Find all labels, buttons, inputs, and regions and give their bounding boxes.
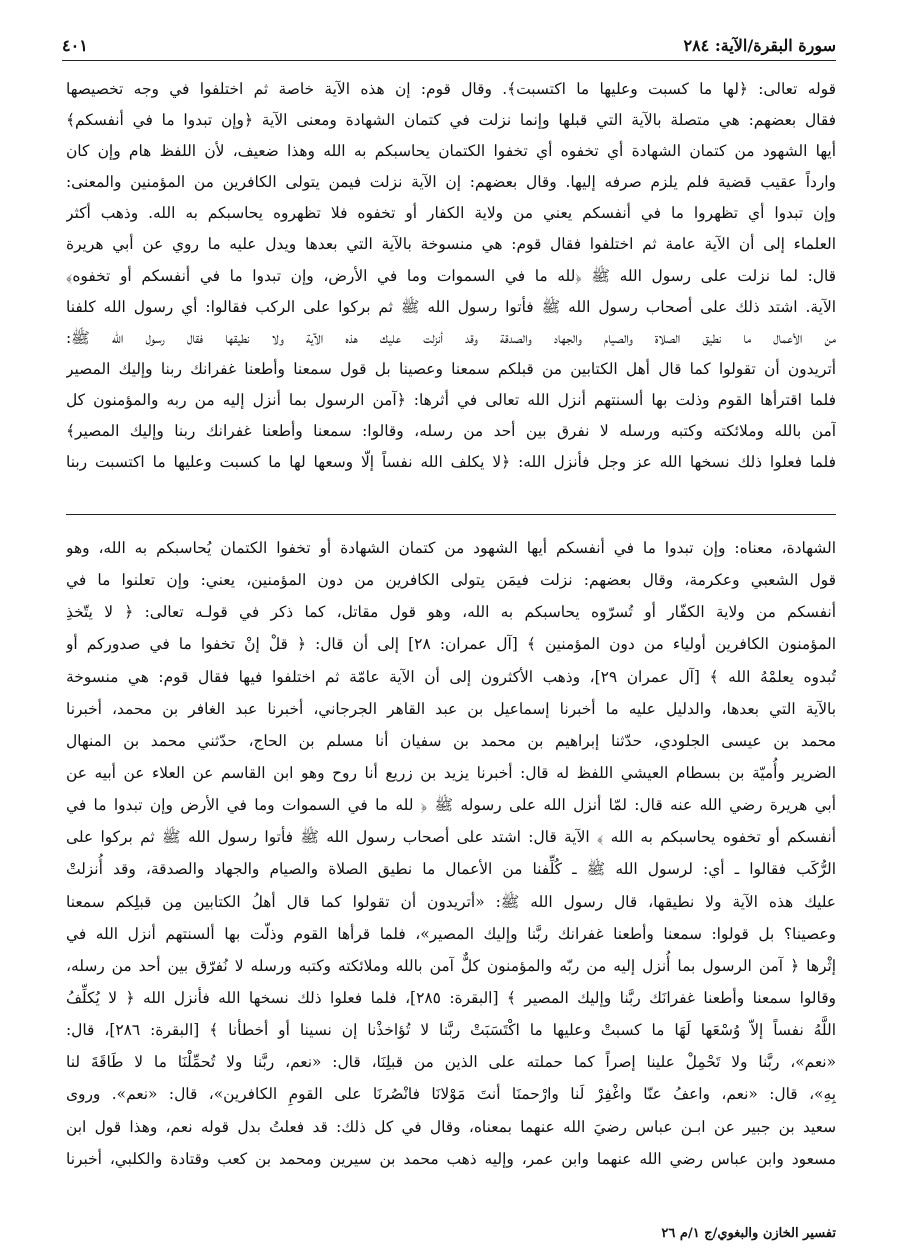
bottom-text-line: المؤمنون الكافرين أولياء من دون المؤمنين ﴾ [آل عمران: ٢٨] إلى أن قال: ﴿ قلْ إنْ تخفوا ما في صدوركم أو xyxy=(66,635,836,654)
bottom-text-line: إثْرها ﴿ آمن الرسول بما أُنزل إليه من ربّه والمؤمنون كلٌّ آمن بالله وملائكته وكتبه ورسله لا نُفرّق بين أحد من رسله، xyxy=(66,956,836,975)
bottom-text-line: أنفسكم أو تخفوه يحاسبكم به الله ﴾ الآية قال: اشتد على أصحاب رسول الله ﷺ فأتوا رسول الله ﷺ ثم بركوا على xyxy=(66,828,836,847)
bottom-text-line: محمد بن عيسى الجلودي، حدّثنا إبراهيم بن محمد بن سفيان أنا مسلم بن الحاج، حدّثني محمد بن المنهال xyxy=(66,731,836,750)
top-text-block xyxy=(66,74,836,478)
top-text-line: قوله تعالى: ﴿لها ما كسبت وعليها ما اكتسبت﴾. وقال قوم: إن هذه الآية خاصة ثم اختلفوا في وجه تخصيصها xyxy=(66,80,836,98)
bottom-text-line: وعصينا؟ بل قولوا: سمعنا وأطعنا غفرانك ربَّنا وإليك المصير»، فلما قرأها القوم وذلّت بها ألسنتهم أنزل الله في xyxy=(66,924,836,943)
bottom-text-line: وقالوا سمعنا وأطعنا غفرانَك ربَّنا وإليك المصير ﴾ [البقرة: ٢٨٥]، فلما فعلوا ذلك نسخها الله فأنزل الله ﴿ لا يُكلِّفُ xyxy=(66,988,836,1007)
bottom-text-line: بالآية التي بعدها، والدليل عليه ما أخبرنا إسماعيل بن عبد القاهر الجرجاني، أخبرنا عبد الغافر بن محمد، أخبرنا xyxy=(66,699,836,718)
top-text-line: فلما فعلوا ذلك نسخها الله عز وجل فأنزل الله: ﴿لا يكلف الله نفساً إلّا وسعها لها ما كسبت وعليها ما اكتسبت ربنا xyxy=(66,453,836,472)
bottom-text-line: اللَّهُ نفساً إلاّ وُسْعَها لَهَا ما كسبتْ وعليها ما اكْتَسَبَتْ ربَّنا لا تُؤاخذْنا إن نسينا أو أخطأنا ﴾ [البقرة: ٢٨٦]، قال: xyxy=(66,1021,836,1040)
bottom-text-line: تُبدوه يعلمْهُ الله ﴾ [آل عمران ٢٩]، وذهب الأكثرون إلى أن الآية عامّة ثم اختلفوا فيها فقال قوم: هي منسوخة xyxy=(66,667,836,686)
bottom-text-line: عليك هذه الآية ولا نطيقها، قال رسول الله ﷺ: «أتريدون أن تقولوا كما قال أهلُ الكتابين مِن قبلِكم سمعنا xyxy=(66,892,836,911)
bottom-text-line: بِهِ»، قال: «نعم، واعفُ عنّا واغْفِرْ لَنا وارْحمنَا أنتَ مَوْلانَا فانْصُرنَا على القومِ الكافرين»، قال: «نعم». وروى xyxy=(66,1085,836,1104)
top-text-line: فلما اقترأها القوم وذلت بها ألسنتهم أنزل الله تعالى في أثرها: ﴿آمن الرسول بما أنزل إليه من ربه والمؤمنون كل xyxy=(66,390,836,409)
bottom-text-line: قول الشعبي وعكرمة، وقال بعضهم: نزلت فيمَن يتولى الكافرين من دون المؤمنين، يعني: وإن تعلنوا ما في xyxy=(66,571,836,590)
top-text-line: أيها الشهود من كتمان الشهادة أي تخفوه أي تخفوا الكتمان يحاسبكم به الله وهذا ضعيف، لأن اللفظ هام وإن كان xyxy=(66,142,836,161)
bottom-text-line: أنفسكم من ولاية الكفّار أو تُسرّوه يحاسبكم به الله، وهو قول مقاتل، كما ذكر في قولـه تعالى: ﴿ لا يتّخذِ xyxy=(66,603,836,622)
top-text-line: فقال بعضهم: هي متصلة بالآية التي قبلها وإنما نزلت في كتمان الشهادة ومعنى الآية ﴿وإن تبدوا ما في أنفسكم﴾ xyxy=(66,111,836,130)
bottom-text-line: مسعود وابن عباس رضي الله عنهما وابن عمر، وإليه ذهب محمد بن سيرين ومحمد بن كعب وقتادة والكلبي، أخبرنا xyxy=(66,1149,836,1168)
bottom-text-line: «نعم»، ربَّنا ولا تَحْمِلْ علينا إصراً كما حملته على الذين من قبلِنَا، قال: «نعم، ربَّنا ولا تُحمِّلْنَا ما لا طَاقَةَ لنا xyxy=(66,1053,836,1072)
bottom-text-line: أبي هريرة رضي الله عنه قال: لمّا أنزل الله على رسوله ﷺ ﴿ لله ما في السموات وما في الأرض وإن تبدوا ما في xyxy=(66,796,836,815)
bottom-text-line: الضرير وأُميّة بن بسطام العيشي اللفظ له قال: أخبرنا يزيد بن زريع أنا روح وهو ابن القاسم عن العلاء عن أبيه عن xyxy=(66,763,836,782)
separator-rule xyxy=(66,514,836,515)
top-text-line: وإن تبدوا أي تظهروا ما في أنفسكم يعني من ولاية الكفار أو تخفوه فلا تظهروه يحاسبكم به الله. وذهب أكثر xyxy=(66,204,836,223)
top-text-line: الآية. اشتد ذلك على أصحاب رسول الله ﷺ فأتوا رسول الله ﷺ ثم بركوا على الركب فقالوا: أي رسول الله كلفنا xyxy=(66,297,836,316)
top-text-line: آمن بالله وملائكته وكتبه ورسله لا نفرق بين أحد من رسله، وقالوا: سمعنا وأطعنا غفرانك ربنا وإليك المصير﴾ xyxy=(66,422,836,441)
top-text-line: أتريدون أن تقولوا كما قال أهل الكتابين من قبلكم سمعنا وعصينا بل قول سمعنا وأطعنا غفرانك ربنا وإليك المصير xyxy=(66,359,836,378)
top-text-line: العلماء إلى أن الآية عامة ثم اختلفوا فقال قوم: هي منسوخة بالآية التي بعدها ويدل عليه ما روي عن أبي هريرة xyxy=(66,235,836,254)
bottom-text-block xyxy=(66,532,836,1175)
bottom-text-line: سعيد بن جبير عن ابـن عباس رضيَ الله عنهما بمعناه، وقال في كل ذلك: قد فعلتُ بدل قوله نعم، وهذا قول ابن xyxy=(66,1117,836,1136)
top-text-line: وارداً عقيب قضية فلم يلزم صرفه إليها. وقال بعضهم: إن الآية نزلت فيمن يتولى الكافرين من المؤمنين والمعنى: xyxy=(66,173,836,192)
top-text-line: قال: لما نزلت على رسول الله ﷺ ﴿لله ما في السموات وما في الأرض، وإن تبدوا ما في أنفسكم أو تخفوه﴾ xyxy=(66,266,836,285)
page-number: ٤٠١ xyxy=(62,35,88,55)
surah-title: سورة البقرة/الآية: ٢٨٤ xyxy=(683,35,836,55)
bottom-text-line: الشهادة، معناه: وإن تبدوا ما في أنفسكم أيها الشهود من كتمان الشهادة أو تخفوا الكتمان يُحاسبكم به الله، وهو xyxy=(66,539,836,557)
footer-signature: تفسير الخازن والبغوي/ج ١/م ٢٦ xyxy=(661,1226,836,1241)
top-text-line: من الأعمال ما نطيق الصلاة والصيام والجهاد والصدقة وقد أنزلت عليك هذه الآية ولا نطيقها فقال رسول الله ﷺ: xyxy=(66,328,836,347)
page-header xyxy=(62,30,836,61)
bottom-text-line: الرُّكَب فقالوا ـ أي: لرسول الله ﷺ ـ كُلِّفنا من الأعمال ما نطيق الصلاة والصيام والجهاد والصدقة، وقد أُنزلتْ xyxy=(66,860,836,879)
